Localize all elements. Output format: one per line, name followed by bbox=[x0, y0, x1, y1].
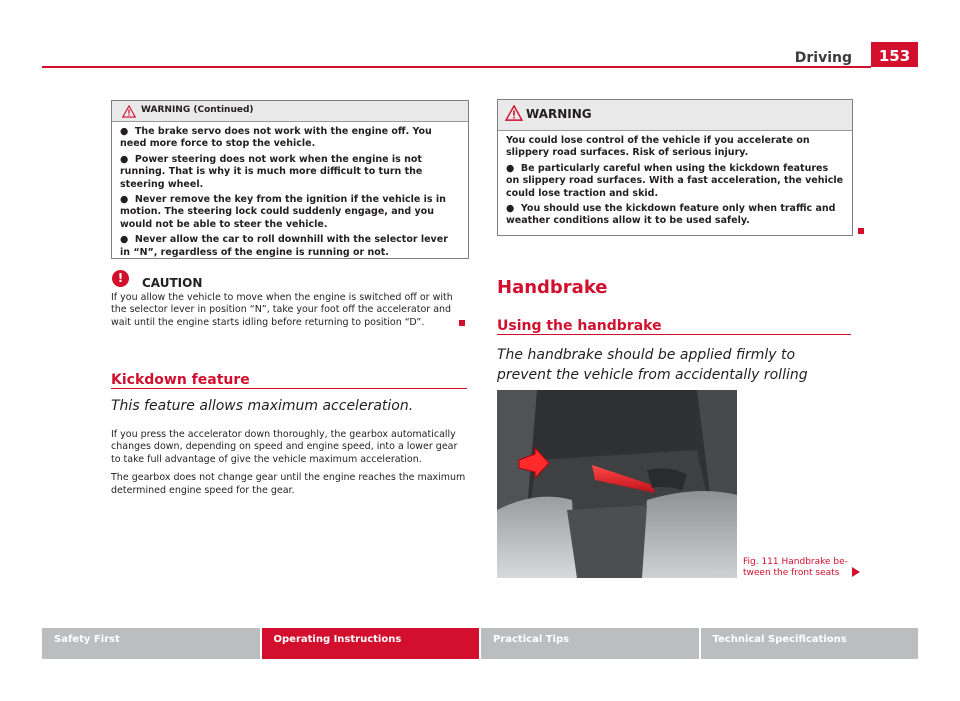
handbrake-illustration bbox=[497, 390, 737, 578]
section-end-mark bbox=[858, 228, 864, 234]
warning-body bbox=[498, 131, 852, 236]
caution-text: If you allow the vehicle to move when the engine is switched off or with the selector lever in position “N”, take your foot off the accelerator and wait until the engine starts idling before returning to position “D”. bbox=[111, 292, 453, 328]
warning-continued-header bbox=[112, 101, 468, 122]
page-number: 153 bbox=[871, 42, 918, 67]
handbrake-subheading-rule bbox=[497, 334, 851, 335]
warning-item: ● Power steering does not work when the engine is not running. That is why it is much more difficult to turn the steering wheel. bbox=[120, 153, 423, 190]
handbrake-subheading: Using the handbrake bbox=[497, 318, 662, 334]
handbrake-intro: The handbrake should be applied firmly to prevent the vehicle from accidentally rolling bbox=[497, 347, 808, 383]
warning-item: ● Be particularly careful when using the kickdown features on slippery road surfaces. With a fast acceleration, the vehicle could lose traction and skid. bbox=[506, 162, 844, 199]
warning-header bbox=[498, 100, 852, 131]
paragraph: The gearbox does not change gear until the engine reaches the maximum determined engine speed for the gear. bbox=[111, 472, 466, 496]
tab-technical-specifications[interactable]: Technical Specifications bbox=[701, 628, 919, 659]
page-header-title: Driving bbox=[794, 50, 852, 66]
warning-continued-box bbox=[111, 100, 469, 259]
warning-item: ● You should use the kickdown feature only when traffic and weather conditions allow it to be used safely. bbox=[506, 203, 836, 227]
warning-box bbox=[497, 99, 853, 236]
caution-title: CAUTION bbox=[142, 276, 203, 290]
handbrake-photo bbox=[497, 390, 737, 578]
kickdown-intro: This feature allows maximum acceleration. bbox=[111, 398, 414, 414]
tab-safety-first[interactable]: Safety First bbox=[42, 628, 260, 659]
warning-item: ● The brake servo does not work with the engine off. You need more force to stop the vehicle. bbox=[120, 126, 432, 150]
section-end-mark bbox=[459, 320, 465, 326]
warning-triangle-icon bbox=[122, 105, 136, 118]
footer-nav bbox=[42, 628, 918, 659]
caution-icon: ! bbox=[112, 270, 129, 287]
tab-practical-tips[interactable]: Practical Tips bbox=[481, 628, 699, 659]
warning-lead: You could lose control of the vehicle if you accelerate on slippery road surfaces. Risk of serious injury. bbox=[506, 135, 810, 159]
warning-continued-body bbox=[112, 122, 468, 267]
header-rule bbox=[42, 66, 871, 68]
kickdown-heading-rule bbox=[111, 388, 467, 389]
warning-item: ● Never remove the key from the ignition if the vehicle is in motion. The steering lock could suddenly engage, and you would not be able to steer the vehicle. bbox=[120, 194, 446, 230]
warning-continued-title: WARNING (Continued) bbox=[141, 105, 254, 115]
continue-arrow-icon bbox=[852, 567, 860, 577]
kickdown-body bbox=[111, 429, 467, 503]
warning-title: WARNING bbox=[526, 107, 592, 121]
handbrake-heading: Handbrake bbox=[497, 277, 608, 298]
kickdown-heading: Kickdown feature bbox=[111, 372, 250, 388]
paragraph: If you press the accelerator down thoroughly, the gearbox automatically changes down, depending on speed and engine speed, into a lower gear to take full advantage of give the vehicle maximum acceleration. bbox=[111, 429, 458, 465]
warning-item: ● Never allow the car to roll downhill with the selector lever in “N”, regardless of the engine is running or not. bbox=[120, 234, 448, 258]
tab-operating-instructions[interactable]: Operating Instructions bbox=[262, 628, 480, 659]
warning-triangle-icon bbox=[505, 105, 523, 121]
figure-code: B6J-0042 bbox=[702, 569, 729, 576]
figure-caption: Fig. 111 Handbrake be- tween the front seats bbox=[743, 557, 848, 578]
